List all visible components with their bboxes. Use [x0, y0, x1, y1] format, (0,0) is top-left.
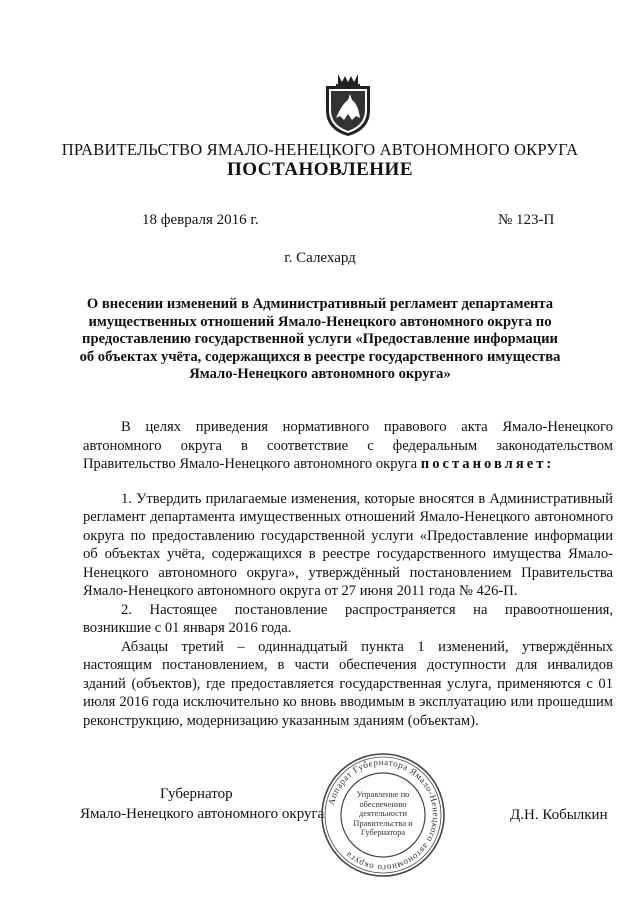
- document-date: 18 февраля 2016 г.: [142, 212, 259, 228]
- title-line: Ямало-Ненецкого автономного округа»: [189, 366, 451, 382]
- signatory-name: Д.Н. Кобылкин: [510, 807, 608, 823]
- stamp-inner-text: Управление по обеспечению деятельности Правительства и Губернатора: [353, 790, 413, 837]
- item-3-paragraph: Абзацы третий – одиннадцатый пункта 1 изменений, утверждённых настоящим постановлением, в части обеспечения доступности для инвалидов зданий (объектов), где предоставляется государственная услуга, применяются с 01 июля 2016 года исключительно ко вновь вводимым в эксплуатацию или прошедшим реконструкцию, модернизацию указанным зданиям (объектам).: [83, 638, 613, 729]
- item-1-paragraph: 1. Утвердить прилагаемые изменения, которые вносятся в Административный регламент департамента имущественных отношений Ямало-Ненецкого автономного округа по предоставлению государственной услуги «Предоставление информации об объектах учёта, содержащихся в реестре государственного имущества Ямало-Ненецкого автономного округа», утверждённый постановлением Правительства Ямало-Ненецкого автономного округа от 27 июня 2011 года № 426-П.: [83, 490, 613, 599]
- title-line: О внесении изменений в Административный регламент департамента: [86, 296, 554, 312]
- signatory-position: Губернатор: [160, 786, 233, 802]
- title-line: об объектах учёта, содержащихся в реестре государственного имущества: [79, 348, 561, 365]
- document-type: ПОСТАНОВЛЕНИЕ: [226, 159, 414, 180]
- document-number: № 123-П: [498, 212, 555, 228]
- document-title: [60, 296, 580, 384]
- organization-name: ПРАВИТЕЛЬСТВО ЯМАЛО-НЕНЕЦКОГО АВТОНОМНОГО ОКРУГА: [61, 140, 579, 159]
- stamp-ring-text: Аппарат Губернатора Ямало-Ненецкого автономного округа: [326, 756, 442, 874]
- official-stamp: [318, 750, 448, 880]
- intro-text: В целях приведения нормативного правового акта Ямало-Ненецкого автономного округа в соответствие с федеральным законодательством Правительство Ямало-Ненецкого автономного округа: [83, 419, 613, 472]
- intro-paragraph: [83, 418, 613, 474]
- item-2-paragraph: 2. Настоящее постановление распространяется на правоотношения, возникшие с 01 января 2016 года.: [83, 601, 613, 636]
- title-line: предоставлению государственной услуги «Предоставление информации: [82, 331, 558, 347]
- document-body: [83, 418, 613, 730]
- coat-of-arms-emblem: [318, 70, 378, 138]
- signatory-region: Ямало-Ненецкого автономного округа: [80, 806, 325, 822]
- decree-keyword: постановляет:: [420, 456, 555, 472]
- document-city: г. Салехард: [284, 250, 356, 266]
- title-line: имущественных отношений Ямало-Ненецкого автономного округа по: [88, 313, 552, 330]
